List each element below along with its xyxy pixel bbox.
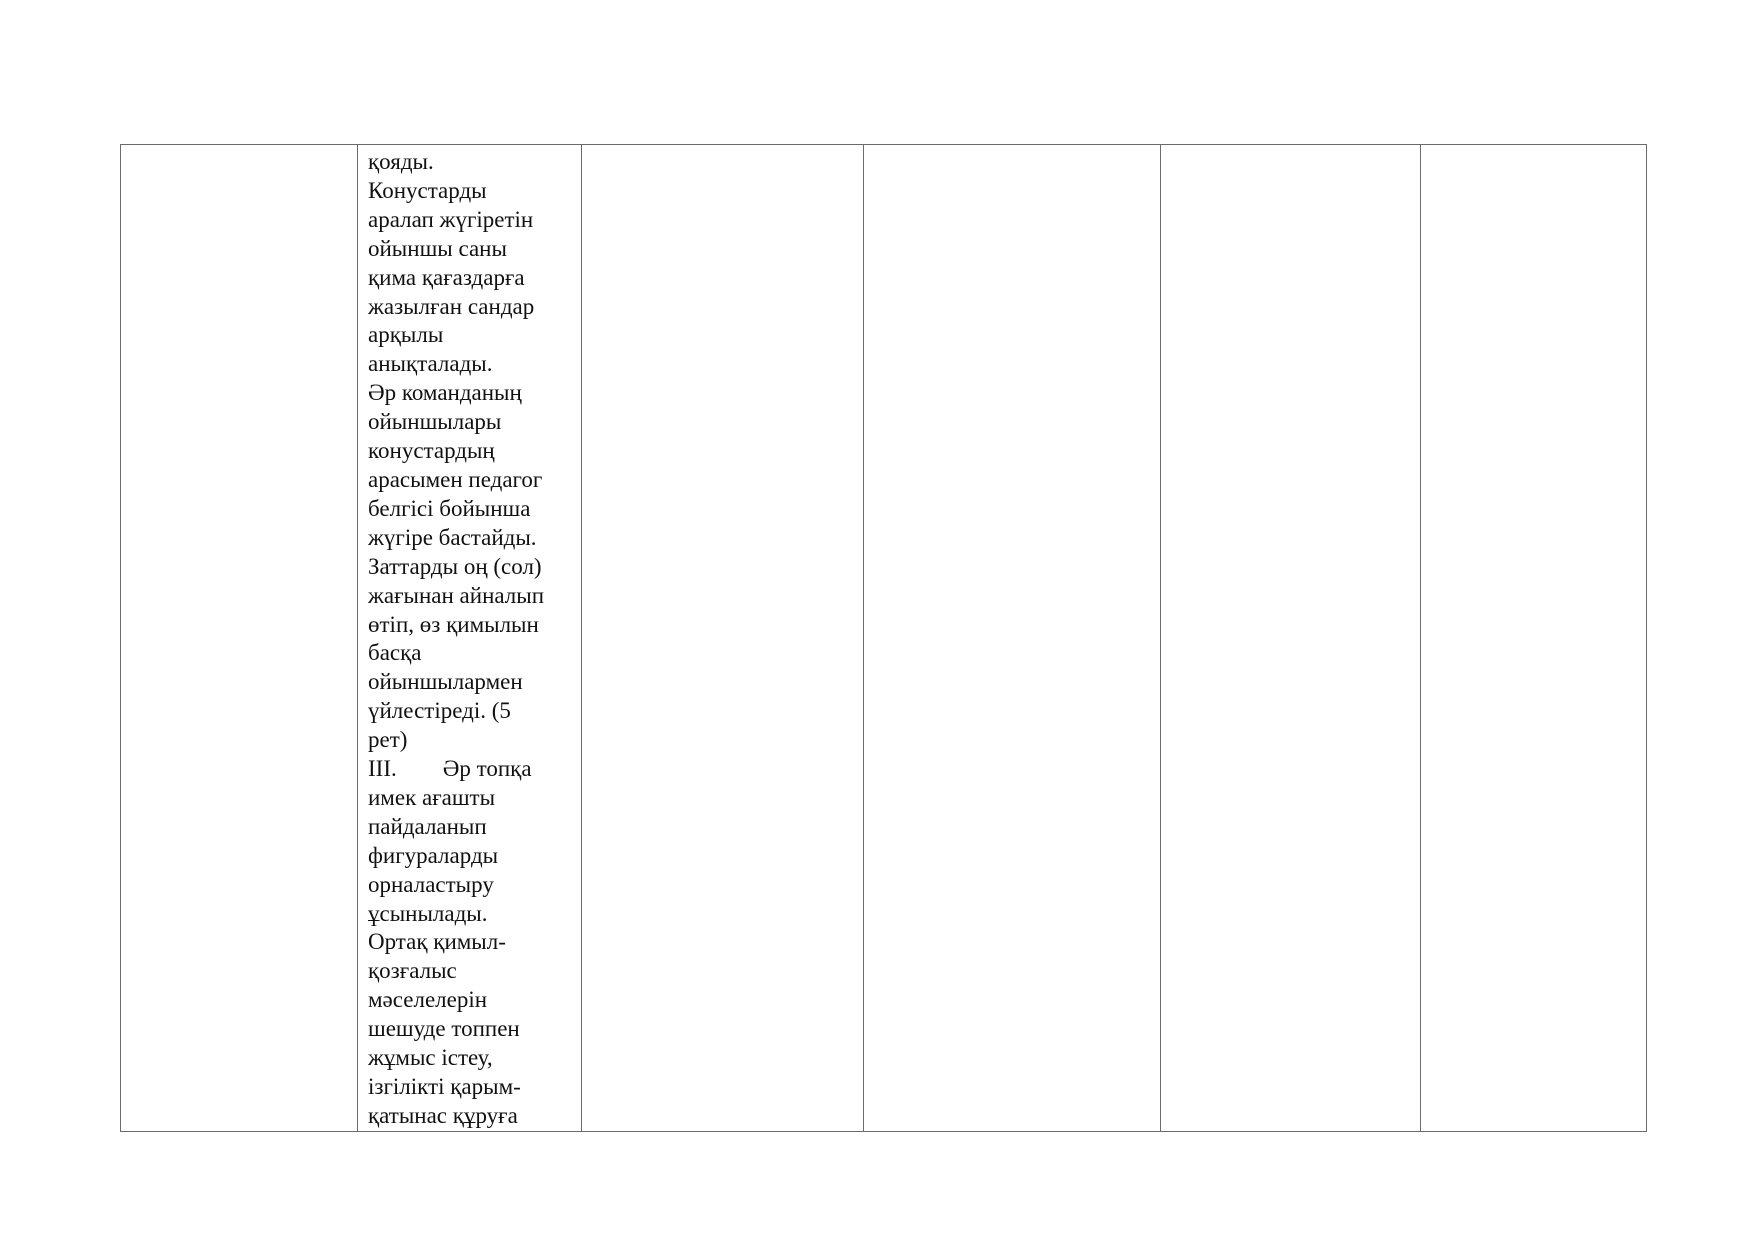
text-line: пайдаланып xyxy=(368,813,487,839)
text-line: фигураларды xyxy=(368,842,499,868)
text-line: ізгілікті қарым- xyxy=(368,1074,521,1099)
text-line: арқылы xyxy=(368,322,444,348)
table-cell-col4 xyxy=(864,145,1161,1132)
text-line: қима қағаздарға xyxy=(368,264,525,290)
text-line: қозғалыс xyxy=(368,958,457,984)
text-line: үйлестіреді. (5 xyxy=(368,698,511,724)
text-line: конустардың xyxy=(368,438,495,464)
text-line: қатынас құруға xyxy=(368,1102,518,1128)
table-cell-col6 xyxy=(1421,145,1647,1132)
text-line: орналастыру xyxy=(368,871,494,897)
text-line: мәселелерін xyxy=(368,987,488,1013)
text-line: ойыншылары xyxy=(368,409,502,435)
text-line: жағынан айналып xyxy=(368,582,545,608)
text-line: имек ағашты xyxy=(368,784,496,810)
text-line: шешуде топпен xyxy=(368,1016,520,1042)
text-line: Әр команданың xyxy=(368,380,522,406)
text-line: жұмыс істеу, xyxy=(368,1045,493,1071)
table-row xyxy=(121,145,1647,1132)
text-line: жазылған сандар xyxy=(368,293,535,319)
text-line: белгісі бойынша xyxy=(368,495,531,521)
text-line: анықталады. xyxy=(368,351,493,377)
table-cell-col2 xyxy=(358,145,582,1132)
text-line: ойыншылармен xyxy=(368,669,523,695)
table-cell-col5 xyxy=(1161,145,1421,1132)
text-line: арасымен педагог xyxy=(368,466,543,492)
text-line: рет) xyxy=(368,727,408,753)
text-line: жүгіре бастайды. xyxy=(368,524,537,550)
text-line: қояды. xyxy=(368,149,434,174)
text-line: ІІІ. Әр топқа xyxy=(368,756,532,782)
activity-description-text xyxy=(358,145,581,1131)
document-table xyxy=(120,144,1647,1132)
text-line: ойыншы саны xyxy=(368,235,507,261)
text-line: аралап жүгіретін xyxy=(368,206,534,232)
text-line: ұсынылады. xyxy=(368,900,488,926)
text-line: өтіп, өз қимылын xyxy=(368,611,539,637)
text-line: Заттарды оң (сол) xyxy=(368,553,542,579)
text-line: Ортақ қимыл- xyxy=(368,929,506,955)
text-line: Конустарды xyxy=(368,177,487,203)
text-line: басқа xyxy=(368,640,422,666)
table-cell-col3 xyxy=(582,145,864,1132)
table-cell-col1 xyxy=(121,145,358,1132)
